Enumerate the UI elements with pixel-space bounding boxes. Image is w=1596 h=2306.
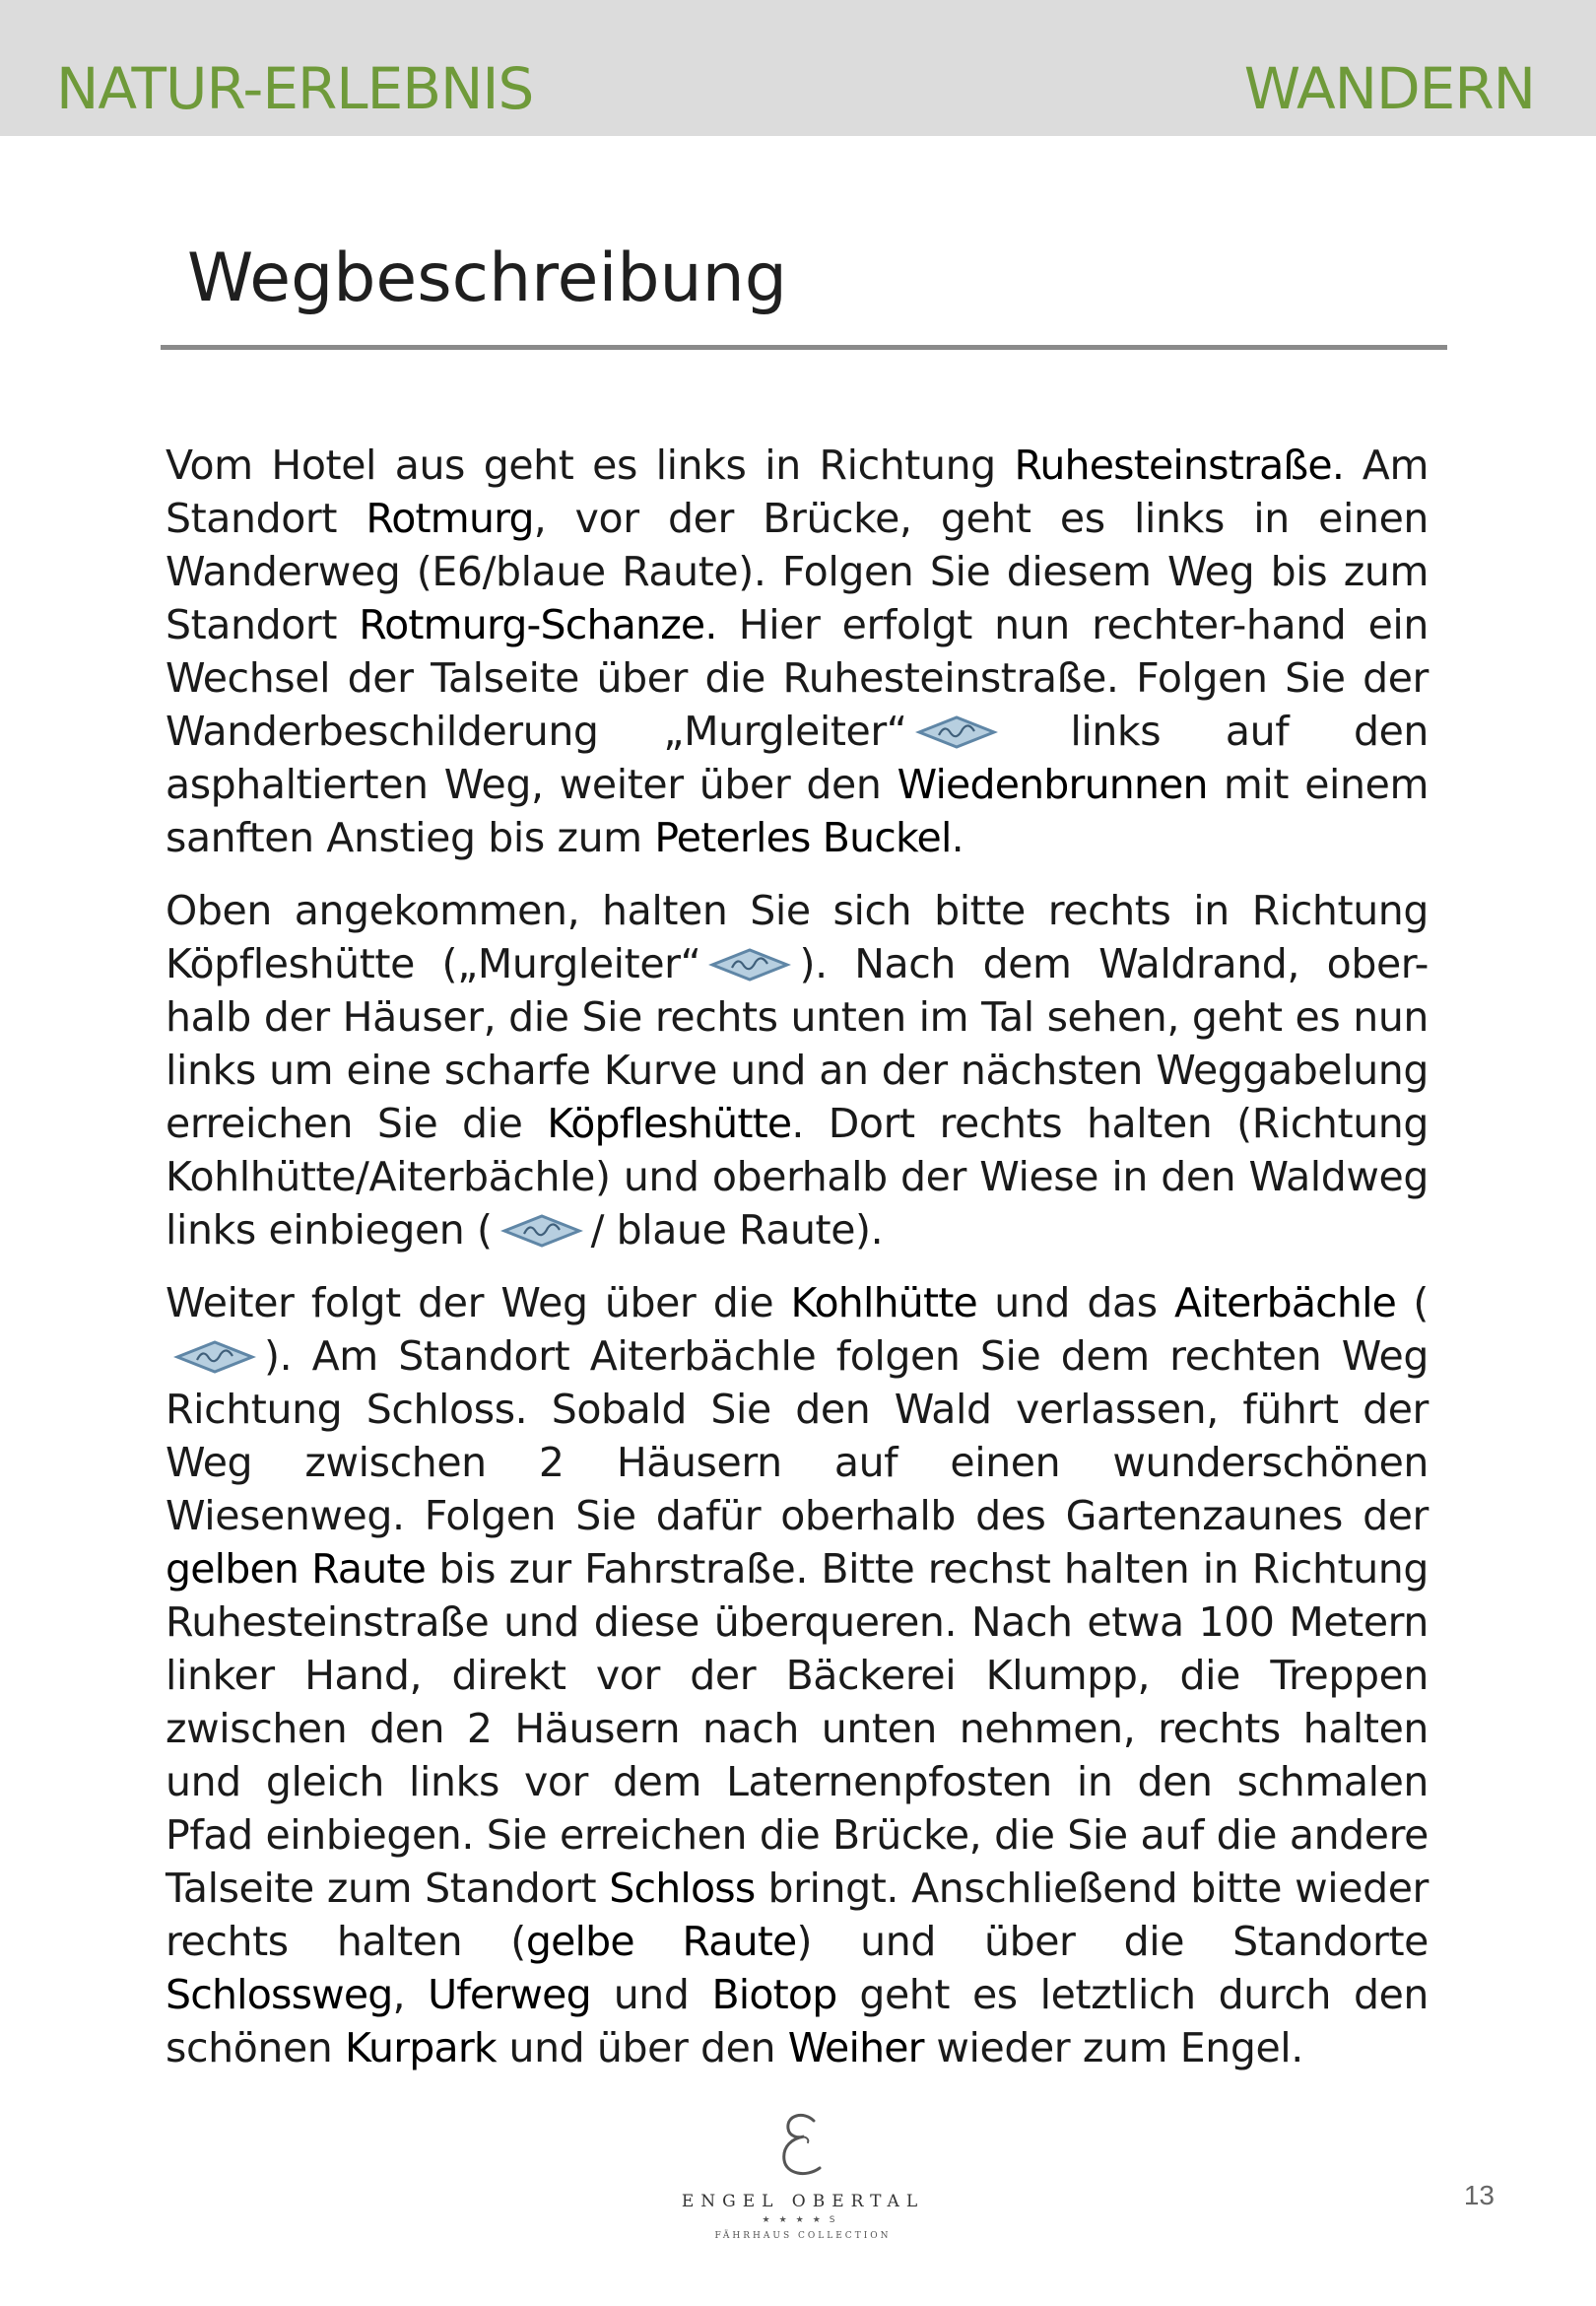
section-label: NATUR-ERLEBNIS — [56, 55, 534, 122]
place-name: Schlossweg — [166, 1971, 393, 2018]
text-run: links auf den asphaltierten Weg, weiter über den — [166, 708, 1430, 808]
place-name: Rotmurg — [366, 495, 534, 542]
place-name: Peterles Buckel — [654, 814, 952, 861]
place-name: Biotop — [711, 1971, 837, 2018]
hotel-logo — [680, 2109, 926, 2257]
place-name: Aiterbächle — [1174, 1279, 1397, 1326]
text-run: Weiter folgt der Weg über die — [166, 1279, 791, 1326]
text-run: Hier erfolgt nun rechter-hand ein Wechsel der Talseite über die Ruhesteinstraße. Folgen Sie der Wanderbeschilderung „Murgleiter“ — [166, 601, 1430, 755]
logo-name: ENGEL OBERTAL — [681, 2192, 925, 2211]
place-name: Weiher — [787, 2024, 924, 2071]
text-run: geht es letztlich durch den schönen — [166, 1971, 1430, 2071]
text-run: bringt. Anschließend bitte wieder rechts halten ( — [166, 1865, 1429, 1965]
text-run: und das — [976, 1279, 1174, 1326]
route-description — [166, 439, 1429, 2094]
text-run: Vom Hotel aus geht es links in Richtung — [166, 441, 1015, 489]
text-run: ( — [1396, 1279, 1430, 1326]
text-run: ). Nach dem Waldrand, ober-halb der Häuser, die Sie rechts unten im Tal sehen, geht es nun links um eine scharfe Kurve und an der nächsten Weggabelung erreichen Sie die — [166, 940, 1429, 1147]
text-run: ) und über die Standorte — [796, 1918, 1429, 1965]
murgleiter-route-marker-icon — [915, 713, 998, 751]
text-run: ). Am Standort Aiterbächle folgen Sie dem rechten Weg Richtung Schloss. Sobald Sie den Wald verlassen, führt der Weg zwischen 2 Häusern auf einen wunderschönen Wiesenweg. Folgen Sie dafür oberhalb des Gartenzaunes der — [166, 1332, 1429, 1539]
place-name: Kohlhütte — [790, 1279, 977, 1326]
place-name: Uferweg — [428, 1971, 591, 2018]
text-run: , vor der Brücke, geht es links in einen Wanderweg (E6/blaue Raute). Folgen Sie diesem Weg bis zum Standort — [166, 495, 1429, 648]
logo-stars: ★★★★S — [762, 2215, 844, 2225]
place-name: Köpfleshütte — [547, 1100, 792, 1147]
paragraph-1 — [166, 439, 1429, 864]
paragraph-3 — [166, 1276, 1429, 2074]
text-run: bis zur Fahrstraße. Bitte rechst halten in Richtung Ruhesteinstraße und diese überqueren. Nach etwa 100 Metern linker Hand, direkt vor der Bäckerei Klumpp, die Treppen zwischen den 2 Häusern nach unten nehmen, rechts halten und gleich links vor dem Laternenpfosten in den schmalen Pfad einbiegen. Sie erreichen die Brücke, die Sie auf die andere Talseite zum Standort — [166, 1545, 1429, 1912]
text-run: Am Standort — [166, 441, 1429, 542]
page-number: 13 — [1463, 2180, 1495, 2210]
text-run: / blaue Raute). — [590, 1206, 884, 1254]
murgleiter-route-marker-icon — [708, 946, 791, 983]
place-name: Ruhesteinstraße. — [1014, 441, 1345, 489]
engel-e-logo-icon — [768, 2109, 837, 2188]
murgleiter-route-marker-icon — [173, 1338, 256, 1376]
paragraph-2 — [166, 884, 1429, 1256]
text-run: wieder zum Engel. — [923, 2024, 1303, 2071]
place-name: Wiedenbrunnen — [897, 761, 1208, 808]
page-title: Wegbeschreibung — [187, 239, 787, 317]
place-name: Kurpark — [345, 2024, 497, 2071]
text-run: und über den — [496, 2024, 788, 2071]
text-run: . Dort rechts halten (Richtung Kohlhütte/Aiterbächle) und oberhalb der Wiese in den Waldweg links einbiegen ( — [166, 1100, 1429, 1254]
place-name: gelbe Raute — [525, 1918, 797, 1965]
text-run: . — [951, 814, 964, 861]
text-run: , — [392, 1971, 429, 2018]
place-name: Schloss — [609, 1865, 756, 1912]
category-label: WANDERN — [1243, 55, 1535, 122]
text-run: und — [590, 1971, 712, 2018]
murgleiter-route-marker-icon — [500, 1212, 583, 1250]
place-name: Rotmurg-Schanze. — [359, 601, 717, 648]
header-bar — [0, 0, 1596, 136]
logo-collection: FÄHRHAUS COLLECTION — [714, 2231, 892, 2241]
text-run: mit einem sanften Anstieg bis zum — [166, 761, 1429, 861]
place-name: gelben Raute — [166, 1545, 427, 1593]
text-run: Oben angekommen, halten Sie sich bitte rechts in Richtung Köpfleshütte („Murgleiter“ — [166, 887, 1429, 987]
title-divider — [161, 345, 1447, 350]
